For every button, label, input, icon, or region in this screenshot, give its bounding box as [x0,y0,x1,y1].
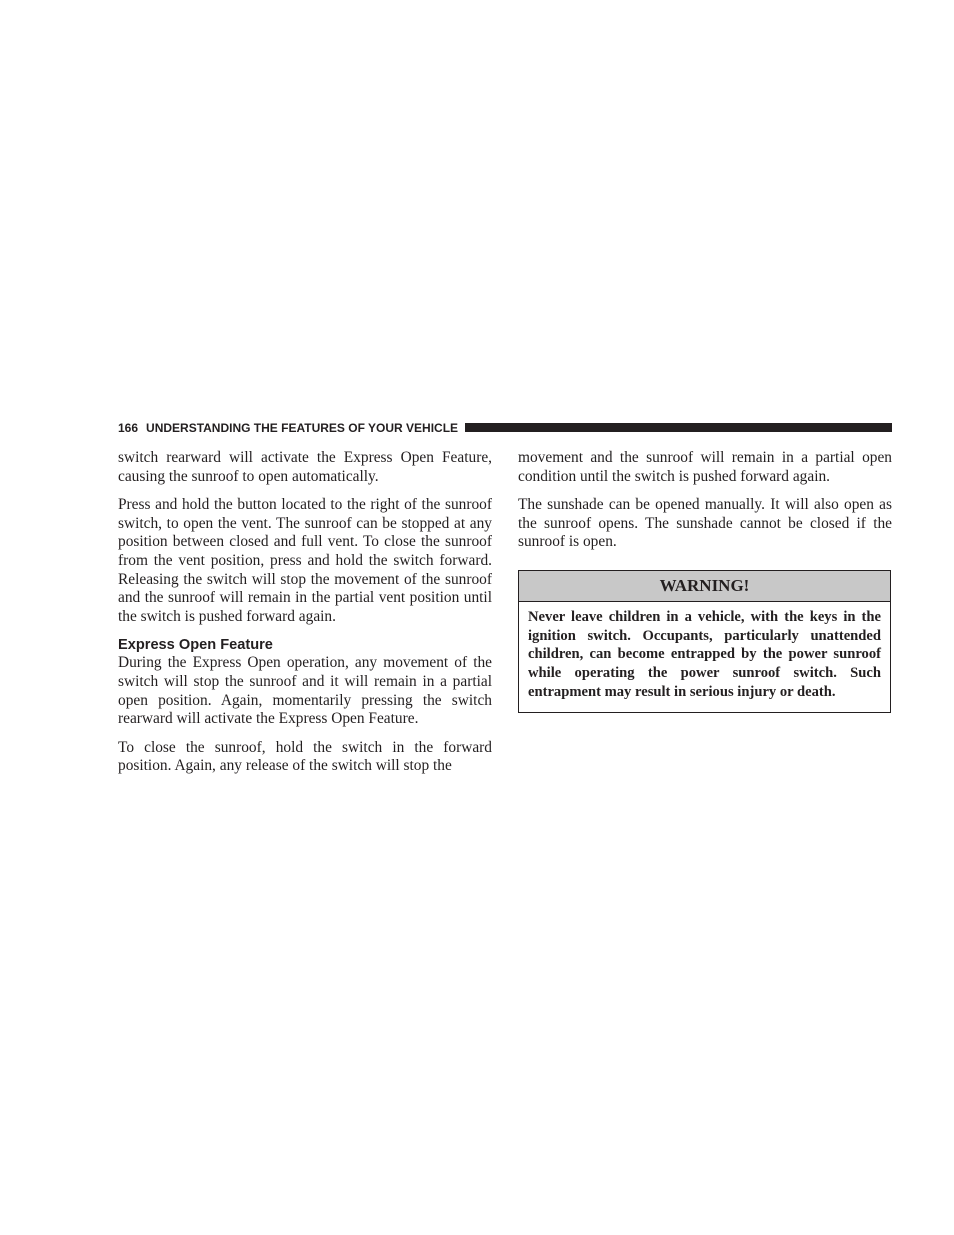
paragraph-express-open-continued: switch rearward will activate the Express Open Feature, causing the sunroof to open automatically. [118,449,492,485]
section-title: UNDERSTANDING THE FEATURES OF YOUR VEHICLE [146,420,459,435]
warning-box [518,570,891,713]
warning-text: Never leave children in a vehicle, with the keys in the ignition switch. Occupants, particularly unattended children, can become entrapped by the power sunroof while operating the power sunroof switch. Such entrapment may result in serious injury or death. [528,609,881,700]
warning-title: WARNING! [519,571,890,602]
page-header [118,419,892,436]
paragraph-partial-open: movement and the sunroof will remain in a partial open condition until the switch is pushed forward again. [518,449,892,485]
right-column [518,449,892,713]
left-column [118,449,492,786]
page-number: 166 [118,420,139,435]
paragraph-sunshade: The sunshade can be opened manually. It will also open as the sunroof opens. The sunshade cannot be closed if the sunroof is open. [518,495,892,551]
heading-express-open-feature: Express Open Feature [118,637,273,654]
header-rule [465,423,892,432]
paragraph-close-sunroof: To close the sunroof, hold the switch in the forward position. Again, any release of the switch will stop the [118,738,492,775]
paragraph-express-open-operation: During the Express Open operation, any movement of the switch will stop the sunroof and it will remain in a partial open position. Again, momentarily pressing the switch rearward will activate the Express Open Feature. [118,654,492,728]
paragraph-vent-operation: Press and hold the button located to the right of the sunroof switch, to open the vent. The sunroof can be stopped at any position between closed and full vent. To close the sunroof from the vent position, press and hold the switch forward. Releasing the switch will stop the movement of the sunroof and the sunroof will remain in the partial vent position until the switch is pushed forward again. [118,495,492,626]
